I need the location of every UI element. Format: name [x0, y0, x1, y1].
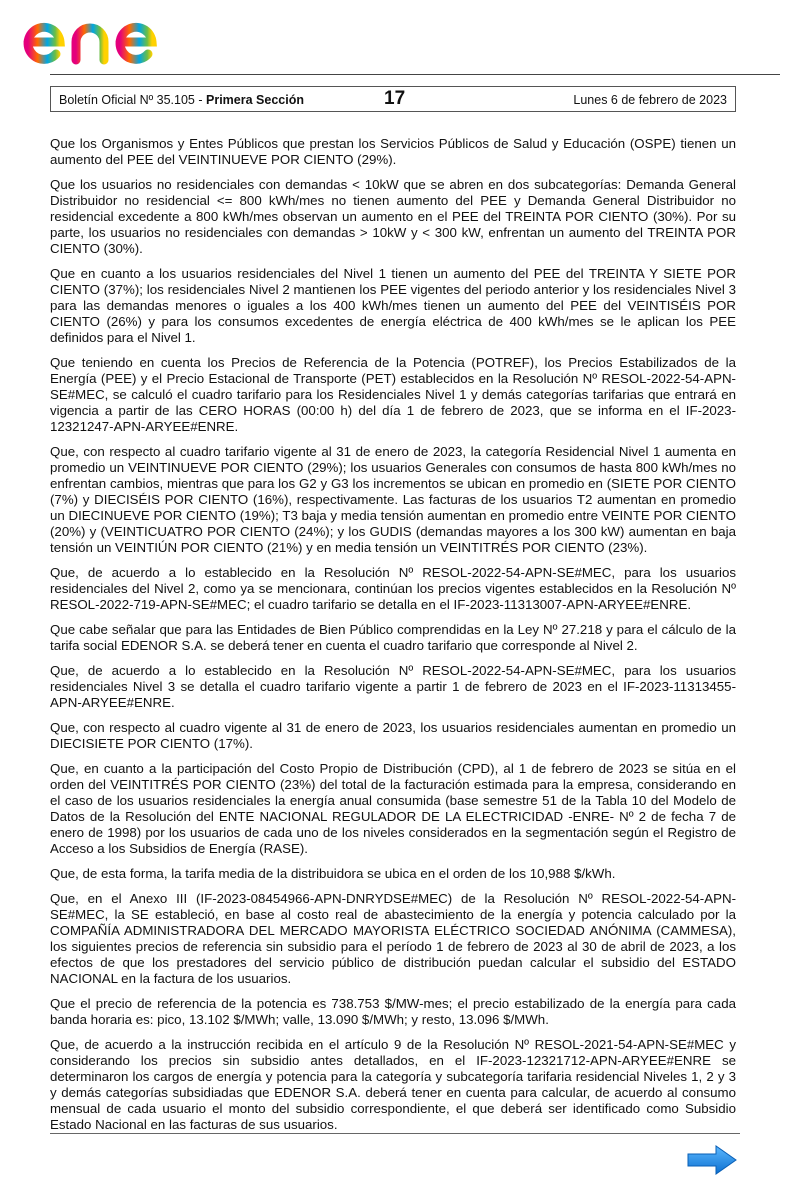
- bulletin-date: Lunes 6 de febrero de 2023: [573, 93, 727, 107]
- bulletin-number: Boletín Oficial Nº 35.105: [59, 93, 195, 107]
- footer-rule: [50, 1133, 740, 1134]
- enel-logo: [16, 6, 186, 66]
- paragraph: Que en cuanto a los usuarios residenciales del Nivel 1 tienen un aumento del PEE del TREINTA Y SIETE POR CIENTO (37%); los residenciales Nivel 2 mantienen los PEE vigentes del periodo anterior y los residenciales Nivel 3 para las demandas menores o iguales a los 400 kWh/mes tienen un aumento del PEE del VEINTISÉIS POR CIENTO (26%) y para los consumos excedentes de energía eléctrica de 400 kWh/mes se le aplican los PEE definidos para el Nivel 1.: [50, 266, 736, 345]
- page-number: 17: [384, 88, 406, 109]
- paragraph: Que, de acuerdo a la instrucción recibida en el artículo 9 de la Resolución Nº RESOL-2021-54-APN-SE#MEC y considerando los precios sin subsidio antes detallados, en el IF-2023-12321712-APN-ARYEE#ENRE se determinaron los cargos de energía y potencia para la categoría y subcategoría tarifaria residencial Niveles 1, 2 y 3 y demás categorías subsidiadas que EDENOR S.A. deberá tener en cuenta para calcular, de acuerdo al consumo mensual de cada usuario el monto del subsidio correspondiente, el que deberá ser identificado como Subsidio Estado Nacional en las facturas de sus usuarios.: [50, 1037, 736, 1132]
- paragraph: Que los Organismos y Entes Públicos que prestan los Servicios Públicos de Salud y Educación (OSPE) tienen un aumento del PEE del VEINTINUEVE POR CIENTO (29%).: [50, 136, 736, 167]
- paragraph: Que el precio de referencia de la potencia es 738.753 $/MW-mes; el precio estabilizado de la energía para cada banda horaria es: pico, 13.102 $/MWh; valle, 13.090 $/MWh; y resto, 13.096 $/MWh.: [50, 996, 736, 1027]
- header-separator: -: [194, 93, 206, 107]
- bulletin-info: [59, 93, 304, 107]
- paragraph: Que, de esta forma, la tarifa media de la distribuidora se ubica en el orden de los 10,988 $/kWh.: [50, 866, 616, 881]
- paragraph: Que, con respecto al cuadro tarifario vigente al 31 de enero de 2023, la categoría Residencial Nivel 1 aumenta en promedio un VEINTINUEVE POR CIENTO (29%); los usuarios Generales con consumos de hasta 800 kWh/mes no enfrentan cambios, mientras que para los G2 y G3 los incrementos se ubican en promedio en (SIETE POR CIENTO (7%) y DIECISÉIS POR CIENTO (16%), respectivamente. Las facturas de los usuarios T2 aumentan en promedio un DIECINUEVE POR CIENTO (19%); T3 baja y media tensión aumentan en promedio entre VEINTE POR CIENTO (20%) y (VEINTICUATRO POR CIENTO (24%); y los GUDIS (demandas mayores a los 300 kW) aumentan en baja tensión un VEINTIÚN POR CIENTO (21%) y en media tensión un VEINTITRÉS POR CIENTO (23%).: [50, 444, 736, 555]
- bulletin-header: [50, 86, 736, 112]
- paragraph: Que, con respecto al cuadro vigente al 31 de enero de 2023, los usuarios residenciales aumentan en promedio un DIECISIETE POR CIENTO (17%).: [50, 720, 736, 751]
- paragraph: Que cabe señalar que para las Entidades de Bien Público comprendidas en la Ley Nº 27.218 y para el cálculo de la tarifa social EDENOR S.A. se deberá tener en cuenta el cuadro tarifario que corresponde al Nivel 2.: [50, 622, 736, 653]
- paragraph: Que, de acuerdo a lo establecido en la Resolución Nº RESOL-2022-54-APN-SE#MEC, para los usuarios residenciales del Nivel 2, como ya se mencionara, continúan los precios vigentes establecidos en la Resolución Nº RESOL-2022-719-APN-SE#MEC; el cuadro tarifario se detalla en el IF-2023-11313007-APN-ARYEE#ENRE.: [50, 565, 736, 612]
- arrow-right-icon: [688, 1146, 736, 1174]
- header-rule: [50, 74, 780, 75]
- paragraph: Que, en cuanto a la participación del Costo Propio de Distribución (CPD), al 1 de febrero de 2023 se sitúa en el orden del VEINTITRÉS POR CIENTO (23%) del total de la facturación estimada para la empresa, considerando en el caso de los usuarios residenciales la energía anual consumida (base semestre 51 de la Tabla 10 del Modelo de Datos de la Resolución del ENTE NACIONAL REGULADOR DE LA ELECTRICIDAD -ENRE- Nº 2 de fecha 7 de enero de 1998) por los usuarios de cada uno de los niveles considerados en la segmentación según el Registro de Acceso a los Subsidios de Energía (RASE).: [50, 761, 736, 856]
- document-body: [50, 136, 736, 1142]
- paragraph: Que los usuarios no residenciales con demandas < 10kW que se abren en dos subcategorías: Demanda General Distribuidor no residencial <= 800 kWh/mes no tienen aumento del PEE y Demanda General Distribuidor no residencial excedente a 800 kWh/mes observan un aumento en el PEE del TREINTA POR CIENTO (30%). Por su parte, los usuarios no residenciales con demandas > 10kW y < 300 kW, enfrentan un aumento del TREINTA POR CIENTO (30%).: [50, 177, 736, 256]
- next-page-button[interactable]: [686, 1144, 738, 1176]
- paragraph: Que, de acuerdo a lo establecido en la Resolución Nº RESOL-2022-54-APN-SE#MEC, para los usuarios residenciales Nivel 3 se detalla el cuadro tarifario vigente a partir 1 de febrero de 2023 en el IF-2023-11313455-APN-ARYEE#ENRE.: [50, 663, 736, 710]
- paragraph: Que teniendo en cuenta los Precios de Referencia de la Potencia (POTREF), los Precios Estabilizados de la Energía (PEE) y el Precio Estacional de Transporte (PET) establecidos en la Resolución Nº RESOL-2022-54-APN-SE#MEC, se calculó el cuadro tarifario para los Residenciales Nivel 1 y demás categorías tarifarias que entrará en vigencia a partir de las CERO HORAS (00:00 h) del día 1 de febrero de 2023, que se informa en el IF-2023-12321247-APN-ARYEE#ENRE.: [50, 355, 736, 434]
- paragraph: Que, en el Anexo III (IF-2023-08454966-APN-DNRYDSE#MEC) de la Resolución Nº RESOL-2022-54-APN-SE#MEC, la SE estableció, en base al costo real de abastecimiento de la energía y potencia calculado por la COMPAÑÍA ADMINISTRADORA DEL MERCADO MAYORISTA ELÉCTRICO SOCIEDAD ANÓNIMA (CAMMESA), los siguientes precios de referencia sin subsidio para el período 1 de febrero de 2023 al 30 de abril de 2023, a los efectos de que los prestadores del servicio público de distribución puedan calcular el subsidio del ESTADO NACIONAL en la factura de los usuarios.: [50, 891, 736, 986]
- section-name: Primera Sección: [206, 93, 304, 107]
